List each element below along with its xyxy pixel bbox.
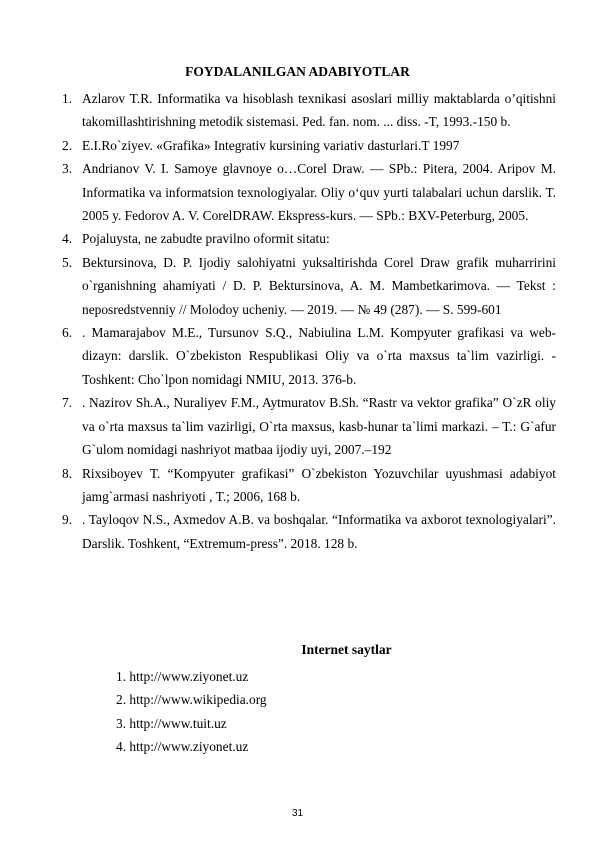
reference-item [62,321,556,391]
reference-number: 9. [62,512,73,528]
reference-item [62,134,556,157]
reference-text: Bektursinova, D. P. Ijodiy salohiyatni yuksaltirishda Corel Draw grafik muharririni o`rganishning ahamiyati / D. P. Bektursinova, A. M. Mambetkarimova. — Tekst : neposredstvenniy // Molodoy ucheniy. — 2019. — № 49 (287). — S. 599-601 [82,254,556,317]
reference-number: 7. [62,395,73,411]
references-title: FOYDALANILGAN ADABIYOTLAR [185,64,410,79]
website-link[interactable]: 1. http://www.ziyonet.uz [116,669,249,684]
reference-text: . Nazirov Sh.A., Nuraliyev F.M., Aytmuratov B.Sh. “Rastr va vektor grafika” O`zR oliy va o`rta maxsus ta`lim vazirligi, O`rta maxsus, kasb-hunar ta`limi markazi. – T.: G`afur G`ulom nomidagi nashriyot matbaa ijodiy uyi, 2007.–192 [82,395,556,458]
reference-number: 2. [62,137,73,153]
reference-item [62,391,556,461]
reference-number: 3. [62,161,73,177]
reference-text: . Mamarajabov M.E., Tursunov S.Q., Nabiulina L.M. Kompyuter grafikasi va web-dizayn: darslik. O`zbekiston Respublikasi Oliy va o`rta maxsus ta`lim vazirligi. - Toshkent: Cho`lpon nomidagi NMIU, 2013. 376-b. [82,325,556,387]
reference-list [62,87,556,555]
reference-text: E.I.Ro`ziyev. «Grafika» Integrativ kursining variativ dasturlari.T 1997 [82,137,460,153]
page-number: 31 [291,808,304,819]
reference-item [62,251,556,321]
website-list [116,665,267,758]
internet-sites-title: Internet saytlar [301,642,392,657]
reference-number: 1. [62,91,73,106]
reference-text: Pojaluysta, ne zabudte pravilno oformit sitatu: [82,231,330,247]
reference-item [62,462,556,509]
reference-number: 8. [62,465,73,481]
reference-text: Andrianov V. I. Samoye glavnoye o…Corel Draw. — SPb.: Pitera, 2004. Aripov M. Informatika va informatsion texnologiyalar. Oliy o‘quv yurti talabalari uchun darslik. T. 2005 y. Fedorov A. V. CorelDRAW. Ekspress-kurs. — SPb.: BXV-Peterburg, 2005. [82,161,556,224]
website-link[interactable]: 2. http://www.wikipedia.org [116,692,267,708]
website-link[interactable]: 3. http://www.tuit.uz [116,715,227,731]
reference-text: . Tayloqov N.S., Axmedov A.B. va boshqalar. “Informatika va axborot texnologiyalari”. Darslik. Toshkent, “Extremum-press”. 2018. 128 b. [82,512,556,551]
reference-number: 6. [62,325,73,341]
reference-item [62,157,556,227]
reference-item [62,227,556,250]
reference-text: Azlarov T.R. Informatika va hisoblash texnikasi asoslari milliy maktablarda o’qitishni takomillashtirishning metodik sistemasi. Ped. fan. nom. ... diss. -T, 1993.-150 b. [82,91,556,130]
reference-item [62,87,556,134]
reference-number: 5. [62,254,73,270]
reference-text: Rixsiboyev T. “Kompyuter grafikasi” O`zbekiston Yozuvchilar uyushmasi adabiyot jamg`armasi nashriyoti , T.; 2006, 168 b. [82,465,556,504]
reference-number: 4. [62,231,73,247]
reference-item [62,508,556,555]
website-link[interactable]: 4. http://www.ziyonet.uz [116,738,249,754]
